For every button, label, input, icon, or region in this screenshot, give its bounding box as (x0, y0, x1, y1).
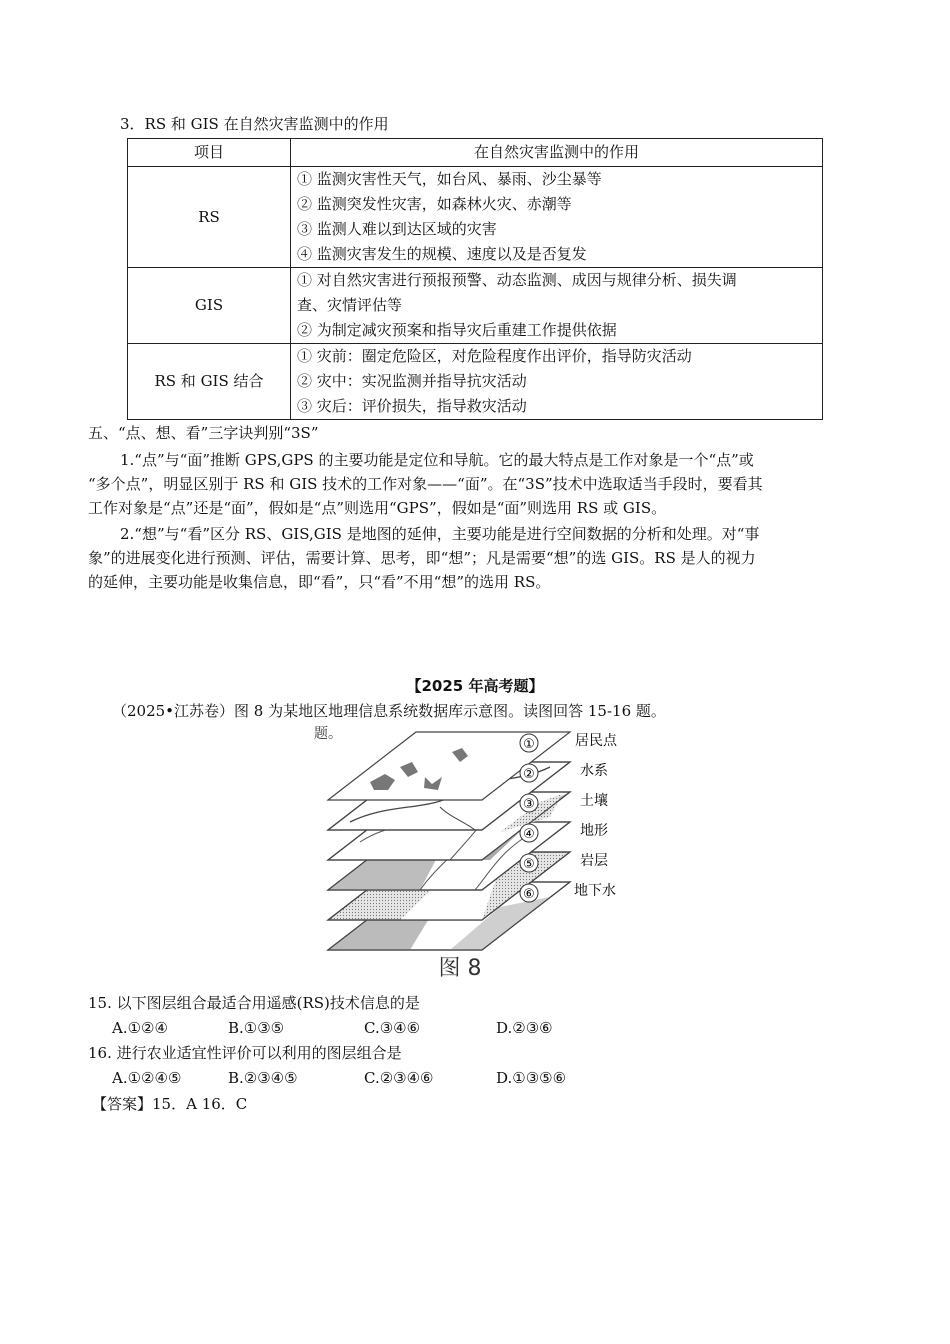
answer-line: 【答案】15．A 16．C (92, 1095, 248, 1113)
cell-line: ② 监测突发性灾害，如森林火灾、赤潮等 (297, 195, 572, 213)
question-16-option-c: C.②③④⑥ (364, 1069, 434, 1087)
cell-line: ③ 监测人难以到达区域的灾害 (297, 220, 497, 238)
cell-line: ③ 灾后：评价损失，指导救灾活动 (297, 397, 527, 415)
para1-line: 1.“点”与“面”推断 GPS,GPS 的主要功能是定位和导航。它的最大特点是工作对象是一个“点”或 (120, 451, 754, 469)
layer-number: ④ (523, 827, 535, 842)
table-row-item: RS 和 GIS 结合 (128, 344, 291, 420)
section3-title: 3．RS 和 GIS 在自然灾害监测中的作用 (120, 115, 389, 133)
question-15-option-a: A.①②④ (112, 1019, 168, 1037)
para1-line: “多个点”，明显区别于 RS 和 GIS 技术的工作对象——“面”。在“3S”技术中选取适当手段时，要看其 (88, 475, 763, 493)
cell-line: 查、灾情评估等 (297, 296, 403, 314)
question-16-option-b: B.②③④⑤ (228, 1069, 298, 1087)
layer-number: ③ (523, 797, 535, 812)
disaster-monitoring-table (127, 138, 823, 420)
cell-line: ① 灾前：圈定危险区，对危险程度作出评价，指导防灾活动 (297, 347, 692, 365)
table-row-item: RS (128, 167, 291, 268)
question-15-option-d: D.②③⑥ (496, 1019, 553, 1037)
table-row-content (291, 167, 823, 268)
layer-name: 地形 (580, 823, 608, 839)
question-16-option-d: D.①③⑤⑥ (496, 1069, 567, 1087)
layer-name: 地下水 (574, 883, 616, 899)
cell-line: ① 监测灾害性天气，如台风、暴雨、沙尘暴等 (297, 170, 602, 188)
table-header-role: 在自然灾害监测中的作用 (291, 139, 823, 167)
table-row-content (291, 344, 823, 420)
layer-name: 水系 (580, 763, 608, 779)
layer-name: 居民点 (575, 733, 617, 749)
layer-number: ⑥ (523, 887, 535, 902)
layer-number: ① (523, 737, 535, 752)
para1-line: 工作对象是“点”还是“面”，假如是“点”则选用“GPS”，假如是“面”则选用 RS 或 GIS。 (88, 499, 667, 517)
table-row-item: GIS (128, 268, 291, 344)
cell-line: ① 对自然灾害进行预报预警、动态监测、成因与规律分析、损失调 (297, 271, 737, 289)
gis-layer-diagram (300, 722, 640, 984)
cell-line: ④ 监测灾害发生的规模、速度以及是否复发 (297, 245, 587, 263)
table-row-content (291, 268, 823, 344)
layer-number: ⑤ (523, 857, 535, 872)
table-row (128, 167, 823, 268)
figure-caption: 图 8 (438, 956, 482, 981)
question-15-stem: 15. 以下图层组合最适合用遥感(RS)技术信息的是 (88, 994, 420, 1012)
question-16-stem: 16. 进行农业适宜性评价可以利用的图层组合是 (88, 1044, 402, 1062)
exam-intro: （2025•江苏卷）图 8 为某地区地理信息系统数据库示意图。读图回答 15-16 题。 (112, 702, 666, 720)
para2-line: 象”的进展变化进行预测、评估，需要计算、思考，即“想”；凡是需要“想”的选 GIS。RS 是人的视力 (88, 549, 756, 567)
question-16-option-a: A.①②④⑤ (112, 1069, 182, 1087)
table-header-row (128, 139, 823, 167)
figure-corner-text: 题。 (314, 726, 342, 742)
table-header-item: 项目 (128, 139, 291, 167)
table-row (128, 268, 823, 344)
question-15-option-c: C.③④⑥ (364, 1019, 421, 1037)
cell-line: ② 为制定减灾预案和指导灾后重建工作提供依据 (297, 321, 617, 339)
para2-line: 的延伸，主要功能是收集信息，即“看”，只“看”不用“想”的选用 RS。 (88, 573, 551, 591)
exam-heading: 【2025 年高考题】 (406, 677, 544, 695)
question-15-option-b: B.①③⑤ (228, 1019, 285, 1037)
layer-number: ② (523, 767, 535, 782)
section5-title: 五、“点、想、看”三字诀判别“3S” (88, 424, 319, 442)
cell-line: ② 灾中：实况监测并指导抗灾活动 (297, 372, 527, 390)
para2-line: 2.“想”与“看”区分 RS、GIS,GIS 是地图的延伸，主要功能是进行空间数据的分析和处理。对“事 (120, 525, 760, 543)
table-row (128, 344, 823, 420)
layer-name: 岩层 (580, 853, 608, 869)
layer-name: 土壤 (580, 793, 608, 809)
